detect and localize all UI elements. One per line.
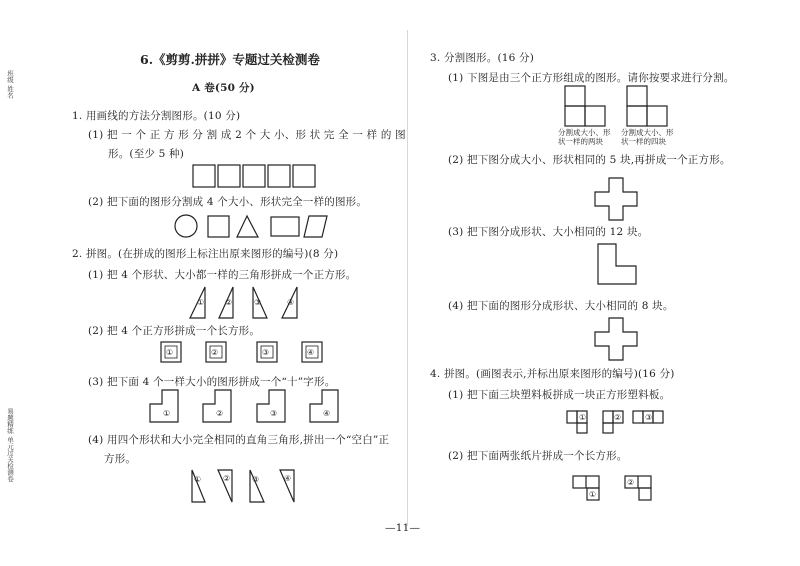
q3-caption-four-pieces: 分割成大小、形状一样的四块 — [621, 128, 674, 146]
label-right-triangle-4: ④ — [284, 474, 292, 483]
q3-part3: (3) 把下图分成形状、大小相同的 12 块。 — [448, 226, 649, 238]
square-5 — [293, 165, 315, 187]
label-paper-2: ② — [627, 478, 635, 487]
q1-title: 1. 用画线的方法分割图形。(10 分) — [72, 110, 241, 122]
q3-part2: (2) 把下图分成大小、形状相同的 5 块,再拼成一个正方形。 — [448, 154, 731, 166]
label-right-triangle-1: ① — [194, 475, 202, 484]
q3-part1: (1) 下图是由三个正方形组成的图形。请你按要求进行分割。 — [448, 72, 735, 84]
label-square-1: ① — [166, 348, 174, 357]
q3-caption-two-pieces: 分割成大小、形状一样的两块 — [558, 128, 611, 146]
q3-title: 3. 分割图形。(16 分) — [430, 52, 535, 64]
label-l-piece-4: ④ — [323, 409, 331, 418]
page-number: —11— — [385, 522, 421, 534]
label-triangle-1: ① — [197, 298, 205, 307]
rectangle-shape — [271, 217, 299, 236]
q4-title: 4. 拼图。(画图表示,并标出原来图形的编号)(16 分) — [430, 368, 675, 380]
circle-shape — [175, 215, 197, 237]
q3-large-l-shape — [598, 244, 636, 284]
q2-part4-line2: 方形。 — [104, 453, 137, 465]
label-l-piece-1: ① — [163, 409, 171, 418]
label-l-piece-3: ③ — [270, 409, 278, 418]
square-1 — [193, 165, 215, 187]
square-3 — [243, 165, 265, 187]
q3-l-shape-2 — [627, 86, 667, 126]
label-triangle-3: ③ — [254, 298, 262, 307]
label-paper-1: ① — [589, 490, 597, 499]
square-4 — [268, 165, 290, 187]
q3-l-shape-1 — [565, 86, 605, 126]
label-triangle-2: ② — [225, 298, 233, 307]
page-title: 6.《剪剪.拼拼》专题过关检测卷 — [140, 52, 320, 67]
q2-part4-line1: (4) 用四个形状和大小完全相同的直角三角形,拼出一个“空白”正 — [88, 434, 390, 446]
q1-part2: (2) 把下面的图形分割成 4 个大小、形状完全一样的图形。 — [88, 196, 368, 208]
label-l-piece-2: ② — [216, 409, 224, 418]
section-heading: A 卷(50 分) — [192, 82, 255, 94]
label-board-3: ③ — [645, 413, 653, 422]
q2-title: 2. 拼图。(在拼成的图形上标注出原来图形的编号)(8 分) — [72, 248, 339, 260]
label-board-2: ② — [614, 413, 622, 422]
q1-part1-line2: 形。(至少 5 种) — [108, 148, 185, 160]
label-right-triangle-3: ③ — [252, 475, 260, 484]
label-triangle-4: ④ — [287, 298, 295, 307]
label-square-2: ② — [211, 348, 219, 357]
q2-part2: (2) 把 4 个正方形拼成一个长方形。 — [88, 325, 261, 337]
square-2 — [218, 165, 240, 187]
side-label-bottom: 易题精练 单元过关检测卷 — [6, 408, 14, 482]
q2-part3: (3) 把下面 4 个一样大小的图形拼成一个“十”字形。 — [88, 376, 336, 388]
side-label-top: 班级 姓名 — [6, 70, 14, 99]
label-board-1: ① — [579, 413, 587, 422]
q1-squares — [193, 165, 315, 187]
q3-cross-2 — [595, 318, 637, 360]
q3-cross-1 — [595, 178, 637, 220]
square-shape — [208, 216, 229, 237]
q3-part4: (4) 把下面的图形分成形状、大小相同的 8 块。 — [448, 300, 674, 312]
label-square-3: ③ — [262, 348, 270, 357]
label-right-triangle-2: ② — [223, 474, 231, 483]
q1-part1-line1: (1) 把 一 个 正 方 形 分 割 成 2 个 大 小、形 状 完 全 一 样 的 图 — [88, 129, 406, 141]
q4-part1: (1) 把下面三块塑料板拼成一块正方形塑料板。 — [448, 389, 671, 401]
triangle-shape — [237, 216, 258, 237]
q4-part2: (2) 把下面两张纸片拼成一个长方形。 — [448, 450, 628, 462]
parallelogram-shape — [304, 216, 327, 237]
q2-part1: (1) 把 4 个形状、大小都一样的三角形拼成一个正方形。 — [88, 269, 357, 281]
label-square-4: ④ — [307, 348, 315, 357]
